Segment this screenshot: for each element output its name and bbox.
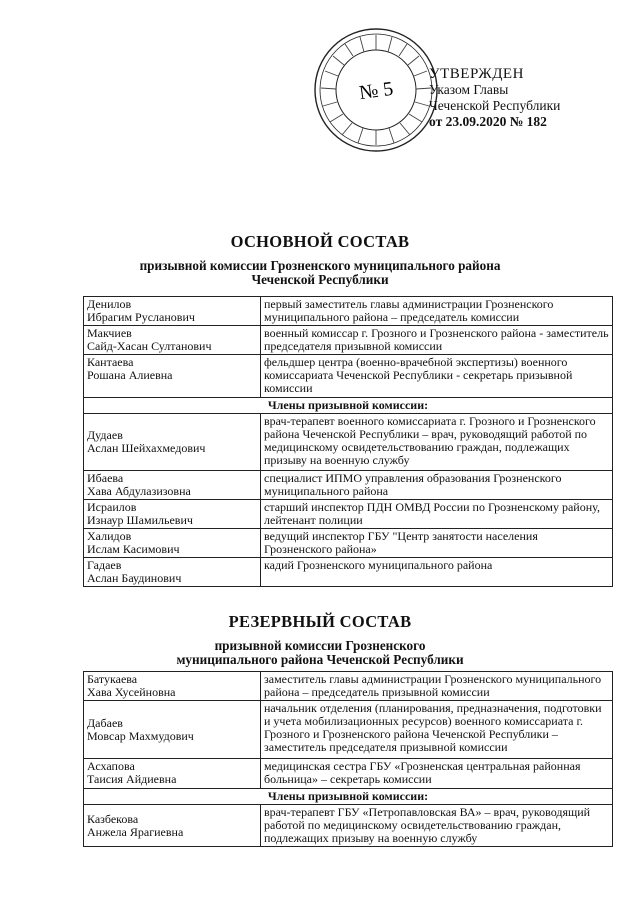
member-role: первый заместитель главы администрации Грозненского муниципального района – председатель комиссии bbox=[261, 297, 613, 326]
member-role: военный комиссар г. Грозного и Грозненского района - заместитель председателя призывной комиссии bbox=[261, 326, 613, 355]
table-row bbox=[84, 529, 613, 558]
member-name: Денилов Ибрагим Русланович bbox=[84, 297, 261, 326]
member-name: Батукаева Хава Хусейновна bbox=[84, 672, 261, 701]
member-name: Халидов Ислам Касимович bbox=[84, 529, 261, 558]
reserve-subtitle-2: муниципального района Чеченской Республики bbox=[176, 652, 464, 667]
member-name: Ибаева Хава Абдулазизовна bbox=[84, 471, 261, 500]
member-role: начальник отделения (планирования, предназначения, подготовки и учета мобилизационных ресурсов) военного комиссариата г. Грозного и Грозненского района Чеченской Республики – заместитель председателя призывной комиссии bbox=[261, 701, 613, 759]
member-role: врач-терапевт ГБУ «Петропавловская ВА» – врач, руководящий работой по медицинскому освидетельствованию граждан, подлежащих призыву на военную службу bbox=[261, 805, 613, 847]
member-name: Кантаева Рошана Алиевна bbox=[84, 355, 261, 398]
members-section-label: Члены призывной комиссии: bbox=[84, 789, 613, 805]
main-roster-table bbox=[83, 296, 613, 587]
member-name: Исраилов Изнаур Шамильевич bbox=[84, 500, 261, 529]
official-seal bbox=[312, 26, 440, 154]
member-name: Дабаев Мовсар Махмудович bbox=[84, 701, 261, 759]
table-row bbox=[84, 414, 613, 471]
table-row bbox=[84, 701, 613, 759]
stamp-number: № 5 bbox=[357, 77, 395, 105]
approval-title: УТВЕРЖДЕН bbox=[429, 66, 524, 82]
member-role: старший инспектор ПДН ОМВД России по Грозненскому району, лейтенант полиции bbox=[261, 500, 613, 529]
reserve-heading bbox=[60, 612, 580, 667]
table-row bbox=[84, 789, 613, 805]
reserve-subtitle-1: призывной комиссии Грозненского bbox=[214, 638, 426, 653]
table-row bbox=[84, 471, 613, 500]
table-row bbox=[84, 759, 613, 789]
approval-line-1: Указом Главы bbox=[429, 82, 509, 97]
main-title: ОСНОВНОЙ СОСТАВ bbox=[230, 232, 410, 251]
approval-block bbox=[429, 66, 560, 130]
member-role: медицинская сестра ГБУ «Грозненская центральная районная больница» – секретарь комиссии bbox=[261, 759, 613, 789]
table-row bbox=[84, 326, 613, 355]
member-role: заместитель главы администрации Грозненского муниципального района – председатель призывной комиссии bbox=[261, 672, 613, 701]
member-role: кадий Грозненского муниципального района bbox=[261, 558, 613, 587]
member-role: ведущий инспектор ГБУ "Центр занятости населения Грозненского района» bbox=[261, 529, 613, 558]
member-name: Казбекова Анжела Ярагиевна bbox=[84, 805, 261, 847]
members-section-label: Члены призывной комиссии: bbox=[84, 398, 613, 414]
member-name: Дудаев Аслан Шейхахмедович bbox=[84, 414, 261, 471]
member-role: специалист ИПМО управления образования Грозненского муниципального района bbox=[261, 471, 613, 500]
table-row bbox=[84, 558, 613, 587]
table-row bbox=[84, 805, 613, 847]
table-row bbox=[84, 398, 613, 414]
main-subtitle-1: призывной комиссии Грозненского муниципального района bbox=[139, 258, 501, 273]
member-name: Гадаев Аслан Баудинович bbox=[84, 558, 261, 587]
member-role: врач-терапевт военного комиссариата г. Грозного и Грозненского района Чеченской Республики – врач, руководящий работой по медицинскому освидетельствованию граждан, подлежащих призыву на военную службу bbox=[261, 414, 613, 471]
reserve-title: РЕЗЕРВНЫЙ СОСТАВ bbox=[228, 612, 412, 631]
table-row bbox=[84, 500, 613, 529]
member-name: Макчиев Сайд-Хасан Султанович bbox=[84, 326, 261, 355]
main-subtitle-2: Чеченской Республики bbox=[251, 272, 389, 287]
approval-date: от 23.09.2020 № 182 bbox=[429, 114, 547, 129]
table-row bbox=[84, 355, 613, 398]
member-name: Асхапова Таисия Айдиевна bbox=[84, 759, 261, 789]
approval-line-2: Чеченской Республики bbox=[429, 98, 561, 113]
reserve-roster-table bbox=[83, 671, 613, 847]
main-heading bbox=[60, 232, 580, 287]
table-row bbox=[84, 672, 613, 701]
member-role: фельдшер центра (военно-врачебной экспертизы) военного комиссариата Чеченской Республики - секретарь призывной комиссии bbox=[261, 355, 613, 398]
table-row bbox=[84, 297, 613, 326]
